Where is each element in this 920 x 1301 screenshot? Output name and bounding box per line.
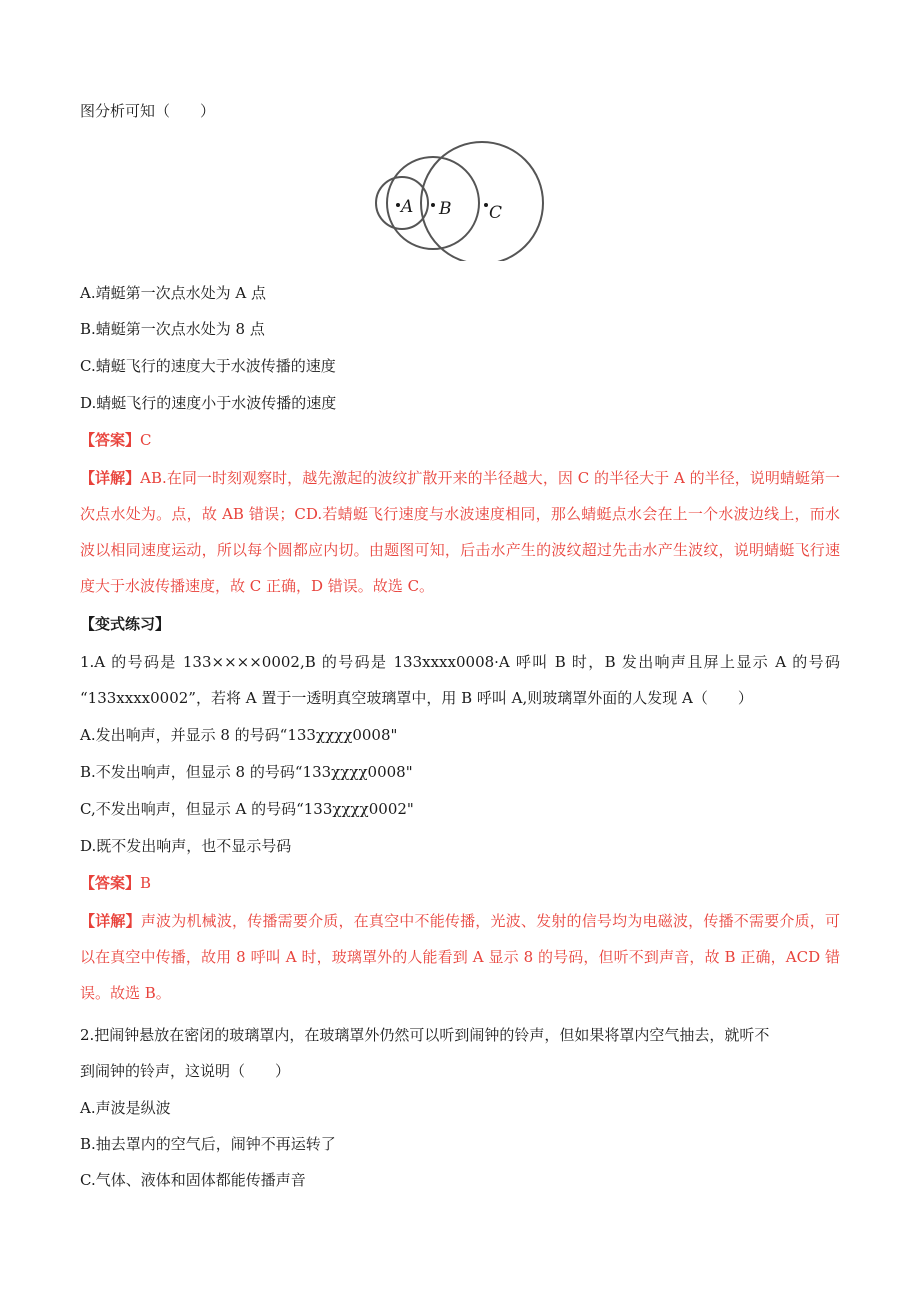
- q1-detail-tag: 【详解】: [80, 912, 141, 930]
- q1-option-b: B.不发出响声，但显示 8 的号码“133χχχχ0008": [80, 763, 413, 781]
- q1-stem-line1: 1.A 的号码是 133××××0002,B 的号码是 133xxxx0008·A 呼叫 B 时，B 发出响声且屏上显示 A 的号码: [80, 653, 840, 671]
- question-intro: 图分析可知（ ）: [80, 102, 216, 120]
- q2-stem-line2: 到闹钟的铃声，这说明（ ）: [80, 1062, 291, 1080]
- q1-option-d: D.既不发出响声，也不显示号码: [80, 837, 292, 855]
- label-a: A: [401, 197, 414, 217]
- section-title: 【变式练习】: [80, 615, 171, 633]
- q2-stem-line1: 2.把闹钟悬放在密闭的玻璃罩内，在玻璃罩外仍然可以听到闹钟的铃声，但如果将罩内空气抽去，就听不: [80, 1026, 770, 1044]
- q0-answer: [80, 429, 152, 451]
- q0-answer-value: C: [140, 431, 152, 449]
- q2-option-a: A.声波是纵波: [80, 1099, 171, 1117]
- q0-detail-tag: 【详解】: [80, 469, 141, 487]
- point-b-dot: [431, 203, 435, 207]
- point-a-dot: [396, 203, 400, 207]
- q1-answer-value: B: [140, 874, 152, 892]
- q2-option-c: C.气体、液体和固体都能传播声音: [80, 1171, 306, 1189]
- q1-option-c: C,不发出响声，但显示 A 的号码“133χχχχ0002": [80, 800, 414, 818]
- q1-answer-tag: 【答案】: [80, 874, 141, 892]
- label-c: C: [489, 203, 503, 223]
- q0-detail-text: AB.在同一时刻观察时，越先激起的波纹扩散开来的半径越大，因 C 的半径大于 A 的半径，说明蜻蜓第一次点水处为。点，故 AB 错误；CD.若蜻蜓飞行速度与水波速度相同，那么蜻蜓点水会在上一个水波边线上，而水波以相同速度运动，所以每个圆都应内切。由题图可知，后击水产生的波纹超过先击水产生波纹，说明蜻蜓飞行速度大于水波传播速度，故 C 正确，D 错误。故选 C。: [80, 469, 840, 595]
- point-c-dot: [484, 203, 488, 207]
- q0-answer-tag: 【答案】: [80, 431, 141, 449]
- q2-option-b: B.抽去罩内的空气后，闹钟不再运转了: [80, 1135, 336, 1153]
- label-b: B: [439, 199, 452, 219]
- q1-detail: [80, 903, 840, 1011]
- q1-option-a: A.发出响声，并显示 8 的号码“133χχχχ0008": [80, 726, 398, 744]
- q1-answer: [80, 872, 151, 894]
- q1-detail-text: 声波为机械波，传播需要介质，在真空中不能传播，光波、发射的信号均为电磁波，传播不需要介质，可以在真空中传播，故用 8 呼叫 A 时，玻璃罩外的人能看到 A 显示 8 的号码，但听不到声音，故 B 正确，ACD 错误。故选 B。: [80, 912, 840, 1002]
- q0-option-c: C.蜻蜓飞行的速度大于水波传播的速度: [80, 357, 336, 375]
- q1-stem-line2: “133xxxx0002”，若将 A 置于一透明真空玻璃罩中，用 B 呼叫 A,则玻璃罩外面的人发现 A（ ）: [80, 689, 753, 707]
- q0-option-b: B.蜻蜓第一次点水处为 8 点: [80, 320, 265, 338]
- q0-option-a: A.靖蜓第一次点水处为 A 点: [80, 284, 266, 302]
- q0-detail: [80, 460, 840, 604]
- q0-option-d: D.蜻蜓飞行的速度小于水波传播的速度: [80, 394, 337, 412]
- wave-circles-diagram: [370, 137, 550, 261]
